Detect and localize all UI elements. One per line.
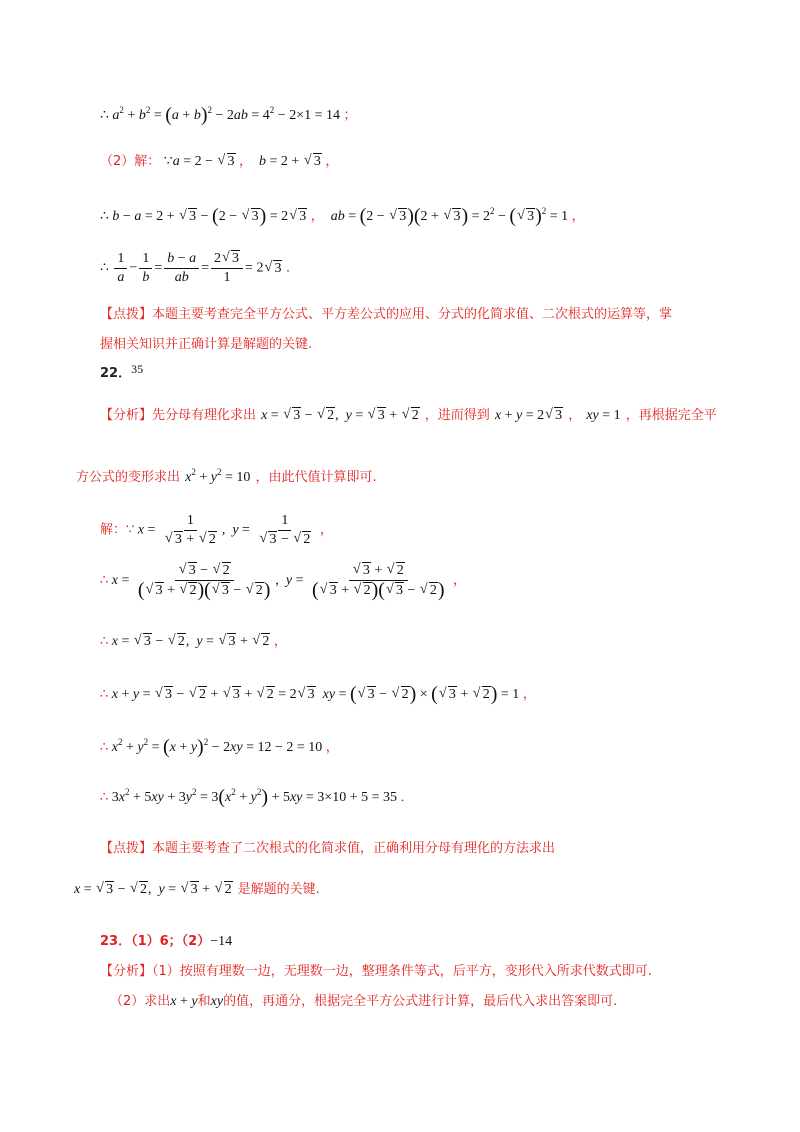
q22-solution-line-4: ∴ x + y = √ 3 − √ 2 + √ 3 + √ 2 = 2√ 3 xy = (√ 3 − √ 2) × (√ 3 + √ 2) = 1 ， (100, 683, 536, 706)
q22-solution-line-5: ∴ $x^2 + y^2 = (x + y)^2 - 2xy = 12 - 2 = 10$ ， (100, 736, 339, 758)
equation-line-1: ∴ $a^2 + b^2 = (a + b)^2 - 2ab = 4^2 - 2\times 1 = 14$ ； (100, 104, 357, 126)
q22-solution-line-2: ∴ x = √ $\frac{3 - √ 2}{(√ 3 + √ 2)(√ 3 - √ 2)}$ , y = √ $\frac{3 + √ 2}{(√ 3 + √ 2)(√ 3 - √ 2)}$ ， (100, 562, 466, 600)
q21-comment-line-2: 握相关知识并正确计算是解题的关键. (100, 337, 313, 352)
q22-analysis-line-1: 【分析】先分母有理化求出 x = √ 3 − √ 2, y = √ 3 + √ 2 ，进而得到 x + y = 2√ 3 ， xy = 1 ，再根据完全平 (100, 404, 717, 424)
q22-analysis-line-2: 方公式的变形求出 $x^2 + y^2 = 10$ ，由此代值计算即可. (76, 467, 377, 485)
q22-comment-line-1: 【点拨】本题主要考查了二次根式的化简求值，正确利用分母有理化的方法求出 (100, 841, 556, 856)
q22-heading: 22．35 (100, 362, 144, 381)
q22-comment-line-2: x = √ 3 − √ 2, y = √ 3 + √ 2 是解题的关键. (74, 878, 320, 898)
part-2-label: （2）解： (100, 154, 161, 169)
equation-line-4: ∴ $\frac{1}{a}$ − $\frac{1}{b}$ = $\frac{b - a}{ab}$ = $\frac{2√ 3}{1}$ = 2√ 3 ． (100, 250, 299, 287)
q21-comment-line-1: 【点拨】本题主要考查完全平方公式、平方差公式的应用、分式的化简求值、二次根式的运算等，掌 (100, 307, 673, 322)
q22-solution-line-1: 解：∵ x = 1 √ 3 + √ 2 , y = 1 √ 3 − √ 2 ， (100, 512, 333, 549)
q23-analysis-line-1: 【分析】（1）按照有理数一边，无理数一边，整理条件等式，后平方，变形代入所求代数式即可. (100, 964, 652, 979)
equation-line-2: （2）解： ∵a = 2 − √ 3 ， b = 2 + √ 3 ， (100, 150, 338, 170)
equation-line-3: ∴ b − a = 2 + √ 3 − (2 − √ 3) = 2√ 3 ， ab = (2 − √ 3)(2 + √ $3) = 2^2$ − (√ 3)$^2$ = 1 ， (100, 205, 585, 228)
q23-analysis-line-2: （2）求出x + y和xy的值，再通分，根据完全平方公式进行计算，最后代入求出答案即可. (110, 994, 618, 1009)
q22-solution-line-3: ∴ x = √ 3 − √ 2, y = √ 3 + √ 2 ， (100, 630, 287, 650)
therefore-symbol: ∴ (100, 108, 109, 123)
q22-solution-line-6: ∴ $3x^2 + 5xy + 3y^2 = 3(x^2 + y^2) + 5xy = 3\times 10 + 5 = 35$ ． (100, 786, 414, 808)
q23-heading: 23．（1）6；（2）−14 (100, 934, 233, 949)
because-symbol: ∵ (163, 154, 173, 169)
line-end-mark: ； (343, 108, 357, 123)
